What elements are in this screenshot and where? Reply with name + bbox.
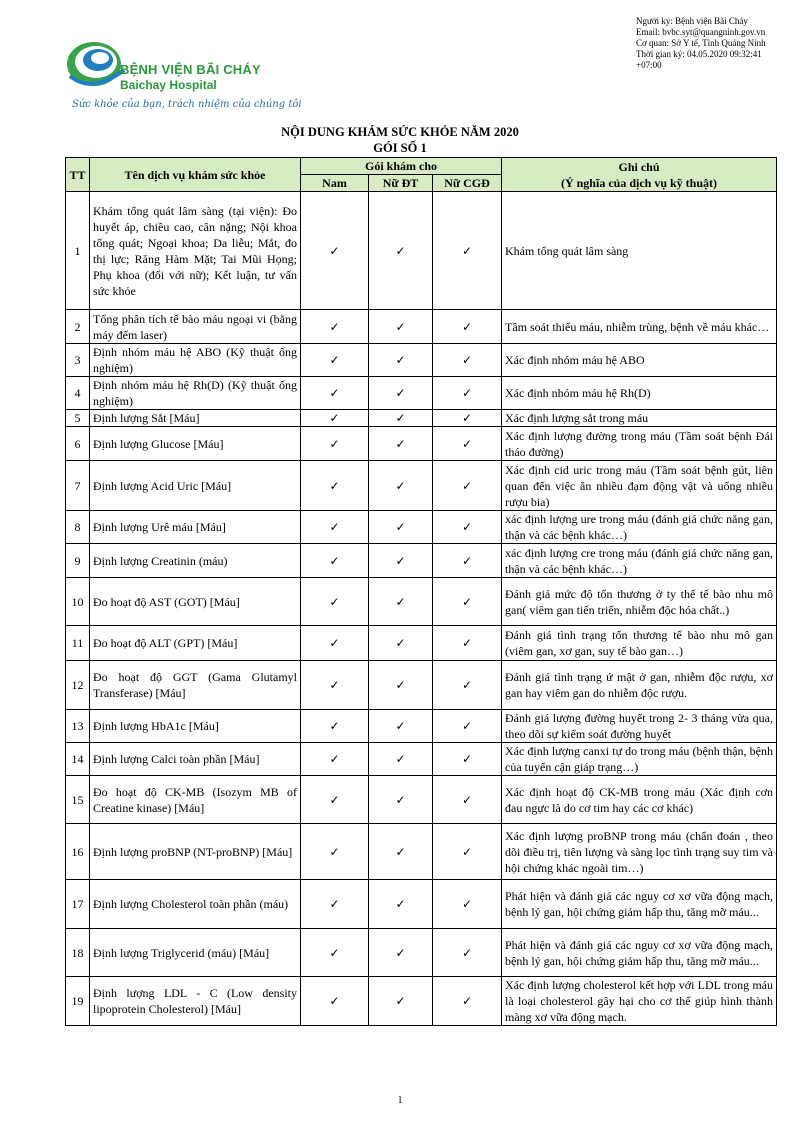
check-female-dt: ✓: [369, 824, 433, 880]
check-male: ✓: [301, 377, 369, 410]
service-note: Xác định lượng sắt trong máu: [502, 410, 777, 427]
service-name: Định nhóm máu hệ Rh(D) (Kỹ thuật ống nghiệm): [90, 377, 301, 410]
service-note: xác định lượng ure trong máu (đánh giá chức năng gan, thận và các bệnh khác…): [502, 511, 777, 544]
header-tt: TT: [66, 158, 90, 192]
check-female-cgd: ✓: [433, 511, 502, 544]
check-male: ✓: [301, 743, 369, 776]
table-row: [66, 929, 777, 977]
row-number: 2: [66, 310, 90, 344]
check-female-cgd: ✓: [433, 310, 502, 344]
check-female-dt: ✓: [369, 427, 433, 461]
service-note: Xác định hoạt độ CK-MB trong máu (Xác định cơn đau ngực là do cơ tim hay các cơ khác): [502, 776, 777, 824]
check-male: ✓: [301, 578, 369, 626]
signature-email: Email: bvbc.syt@quangninh.gov.vn: [636, 27, 766, 37]
row-number: 6: [66, 427, 90, 461]
check-female-cgd: ✓: [433, 743, 502, 776]
header-male: Nam: [301, 175, 369, 192]
row-number: 11: [66, 626, 90, 661]
table-row: [66, 344, 777, 377]
hospital-name-vi: BỆNH VIỆN BÃI CHÁY: [120, 62, 261, 77]
row-number: 14: [66, 743, 90, 776]
row-number: 7: [66, 461, 90, 511]
table-row: [66, 626, 777, 661]
check-female-dt: ✓: [369, 977, 433, 1026]
service-note: Xác định nhóm máu hệ ABO: [502, 344, 777, 377]
service-note: Phát hiện và đánh giá các nguy cơ xơ vữa động mạch, bệnh lý gan, hội chứng giảm hấp thu, tăng mỡ máu...: [502, 929, 777, 977]
service-note: Xác định nhóm máu hệ Rh(D): [502, 377, 777, 410]
service-note: Xác định lượng canxi tự do trong máu (bệnh thận, bệnh của tuyến cận giáp trạng…): [502, 743, 777, 776]
check-female-cgd: ✓: [433, 377, 502, 410]
table-row: [66, 710, 777, 743]
row-number: 13: [66, 710, 90, 743]
service-note: Đánh giá tình trạng ứ mật ở gan, nhiễm độc rượu, xơ gan hay viêm gan do nhiễm độc rượu.: [502, 661, 777, 710]
table-row: [66, 410, 777, 427]
check-female-dt: ✓: [369, 880, 433, 929]
check-female-cgd: ✓: [433, 192, 502, 310]
service-name: Định lượng HbA1c [Máu]: [90, 710, 301, 743]
service-name: Định lượng Glucose [Máu]: [90, 427, 301, 461]
check-female-dt: ✓: [369, 710, 433, 743]
check-female-cgd: ✓: [433, 929, 502, 977]
header-female-dt: Nữ ĐT: [369, 175, 433, 192]
check-male: ✓: [301, 511, 369, 544]
check-female-dt: ✓: [369, 544, 433, 578]
check-female-dt: ✓: [369, 626, 433, 661]
row-number: 9: [66, 544, 90, 578]
row-number: 5: [66, 410, 90, 427]
service-name: Đo hoạt độ ALT (GPT) [Máu]: [90, 626, 301, 661]
check-female-cgd: ✓: [433, 661, 502, 710]
health-check-table: [65, 157, 777, 1026]
service-note: xác định lượng cre trong máu (đánh giá chức năng gan, thận và các bệnh khác…): [502, 544, 777, 578]
service-note: Đánh giá lượng đường huyết trong 2- 3 tháng vừa qua, theo dõi sự kiểm soát đường huyết: [502, 710, 777, 743]
row-number: 10: [66, 578, 90, 626]
table-row: [66, 977, 777, 1026]
check-female-cgd: ✓: [433, 710, 502, 743]
service-note: Xác định lượng đường trong máu (Tầm soát bệnh Đái tháo đường): [502, 427, 777, 461]
check-female-cgd: ✓: [433, 776, 502, 824]
check-male: ✓: [301, 929, 369, 977]
check-female-cgd: ✓: [433, 977, 502, 1026]
check-female-dt: ✓: [369, 410, 433, 427]
row-number: 19: [66, 977, 90, 1026]
service-note: Đánh giá mức độ tổn thương ở ty thể tế bào nhu mô gan( viêm gan tiến triển, nhiễm độc hóa chất..): [502, 578, 777, 626]
service-name: Đo hoạt độ CK-MB (Isozym MB of Creatine kinase) [Máu]: [90, 776, 301, 824]
check-male: ✓: [301, 977, 369, 1026]
check-female-dt: ✓: [369, 743, 433, 776]
signature-agency: Cơ quan: Sở Y tế, Tỉnh Quảng Ninh: [636, 38, 766, 48]
check-female-dt: ✓: [369, 377, 433, 410]
service-note: Xác định lượng cholesterol kết hợp với LDL trong máu là loại cholesterol gây hại cho cơ thể giúp hình thành màng xơ vữa động mạch.: [502, 977, 777, 1026]
hospital-logo: [62, 36, 302, 116]
service-note: Đánh giá tình trạng tổn thương tế bào nhu mô gan (viêm gan, xơ gan, suy tế bào gan…): [502, 626, 777, 661]
check-female-dt: ✓: [369, 578, 433, 626]
check-female-cgd: ✓: [433, 461, 502, 511]
header-package-for: Gói khám cho: [301, 158, 502, 175]
header-note-line1: Ghi chú: [618, 159, 660, 174]
service-note: Xác định lượng proBNP trong máu (chẩn đoán , theo dõi điều trị, tiên lượng và sàng lọc tình trạng suy tim và hội chứng khác ngoài tim…): [502, 824, 777, 880]
row-number: 12: [66, 661, 90, 710]
document-title: NỘI DUNG KHÁM SỨC KHỎE NĂM 2020: [281, 125, 519, 139]
check-male: ✓: [301, 880, 369, 929]
table-row: [66, 544, 777, 578]
hospital-name-en: Baichay Hospital: [120, 78, 217, 92]
service-note: Tầm soát thiếu máu, nhiễm trùng, bệnh về máu khác…: [502, 310, 777, 344]
row-number: 8: [66, 511, 90, 544]
service-name: Định lượng LDL - C (Low density lipoprotein Cholesterol) [Máu]: [90, 977, 301, 1026]
check-female-dt: ✓: [369, 929, 433, 977]
table-row: [66, 661, 777, 710]
check-male: ✓: [301, 192, 369, 310]
row-number: 1: [66, 192, 90, 310]
header-female-cgd: Nữ CGĐ: [433, 175, 502, 192]
table-row: [66, 743, 777, 776]
check-female-dt: ✓: [369, 461, 433, 511]
signature-time: Thời gian ký: 04.05.2020 09:32:41 +07:00: [636, 49, 762, 70]
check-male: ✓: [301, 626, 369, 661]
signature-signer: Người ký: Bệnh viện Bãi Cháy: [636, 16, 748, 26]
page-number: 1: [397, 1095, 403, 1106]
service-name: Đo hoạt độ GGT (Gama Glutamyl Transferase) [Máu]: [90, 661, 301, 710]
check-female-cgd: ✓: [433, 410, 502, 427]
service-name: Khám tổng quát lâm sàng (tại viện): Đo huyết áp, chiều cao, cân nặng; Nội khoa tổng quát; Ngoại khoa; Da liễu; Mắt, đo thị lực; Răng Hàm Mặt; Tai Mũi Họng; Phụ khoa (đối với nữ); Kết luận, tư vấn sức khỏe: [90, 192, 301, 310]
check-female-cgd: ✓: [433, 578, 502, 626]
service-name: Định nhóm máu hệ ABO (Kỹ thuật ống nghiệm): [90, 344, 301, 377]
row-number: 16: [66, 824, 90, 880]
table-row: [66, 511, 777, 544]
check-female-dt: ✓: [369, 661, 433, 710]
check-female-dt: ✓: [369, 192, 433, 310]
table-row: [66, 427, 777, 461]
table-row: [66, 776, 777, 824]
table-row: [66, 461, 777, 511]
check-male: ✓: [301, 310, 369, 344]
check-male: ✓: [301, 427, 369, 461]
service-name: Định lượng Acid Uric [Máu]: [90, 461, 301, 511]
row-number: 3: [66, 344, 90, 377]
check-male: ✓: [301, 544, 369, 578]
table-row: [66, 310, 777, 344]
table-row: [66, 192, 777, 310]
check-male: ✓: [301, 461, 369, 511]
table-row: [66, 824, 777, 880]
check-female-cgd: ✓: [433, 626, 502, 661]
check-female-cgd: ✓: [433, 880, 502, 929]
check-male: ✓: [301, 661, 369, 710]
check-male: ✓: [301, 410, 369, 427]
service-name: Định lượng Cholesterol toàn phần (máu): [90, 880, 301, 929]
service-note: Khám tổng quát lâm sàng: [502, 192, 777, 310]
hospital-slogan: Sức khỏe của bạn, trách nhiệm của chúng tôi: [72, 99, 302, 110]
service-name: Định lượng Sắt [Máu]: [90, 410, 301, 427]
service-name: Định lượng Triglycerid (máu) [Máu]: [90, 929, 301, 977]
row-number: 15: [66, 776, 90, 824]
service-name: Định lượng Urê máu [Máu]: [90, 511, 301, 544]
check-female-dt: ✓: [369, 776, 433, 824]
document-subtitle: GÓI SỐ 1: [373, 141, 427, 155]
check-male: ✓: [301, 710, 369, 743]
row-number: 17: [66, 880, 90, 929]
row-number: 4: [66, 377, 90, 410]
check-male: ✓: [301, 344, 369, 377]
row-number: 18: [66, 929, 90, 977]
digital-signature-block: [636, 16, 786, 71]
service-name: Định lượng Creatinin (máu): [90, 544, 301, 578]
service-name: Đo hoạt độ AST (GOT) [Máu]: [90, 578, 301, 626]
service-note: Phát hiện và đánh giá các nguy cơ xơ vữa động mạch, bệnh lý gan, hội chứng giảm hấp thu, tăng mỡ máu...: [502, 880, 777, 929]
check-male: ✓: [301, 824, 369, 880]
check-female-cgd: ✓: [433, 544, 502, 578]
header-service: Tên dịch vụ khám sức khỏe: [90, 158, 301, 192]
check-female-cgd: ✓: [433, 344, 502, 377]
service-name: Định lượng Calci toàn phần [Máu]: [90, 743, 301, 776]
check-female-dt: ✓: [369, 511, 433, 544]
table-row: [66, 880, 777, 929]
check-female-cgd: ✓: [433, 427, 502, 461]
check-female-dt: ✓: [369, 310, 433, 344]
table-row: [66, 377, 777, 410]
header-note-line2: (Ý nghĩa của dịch vụ kỹ thuật): [560, 175, 718, 190]
check-female-dt: ✓: [369, 344, 433, 377]
check-female-cgd: ✓: [433, 824, 502, 880]
header-note: [502, 158, 777, 192]
service-name: Định lượng proBNP (NT-proBNP) [Máu]: [90, 824, 301, 880]
check-male: ✓: [301, 776, 369, 824]
table-row: [66, 578, 777, 626]
service-name: Tổng phân tích tế bào máu ngoại vi (bằng máy đếm laser): [90, 310, 301, 344]
service-note: Xác định cid uric trong máu (Tầm soát bệnh gút, liên quan đến việc ăn nhiều đạm động vật và uống nhiều rượu bia): [502, 461, 777, 511]
